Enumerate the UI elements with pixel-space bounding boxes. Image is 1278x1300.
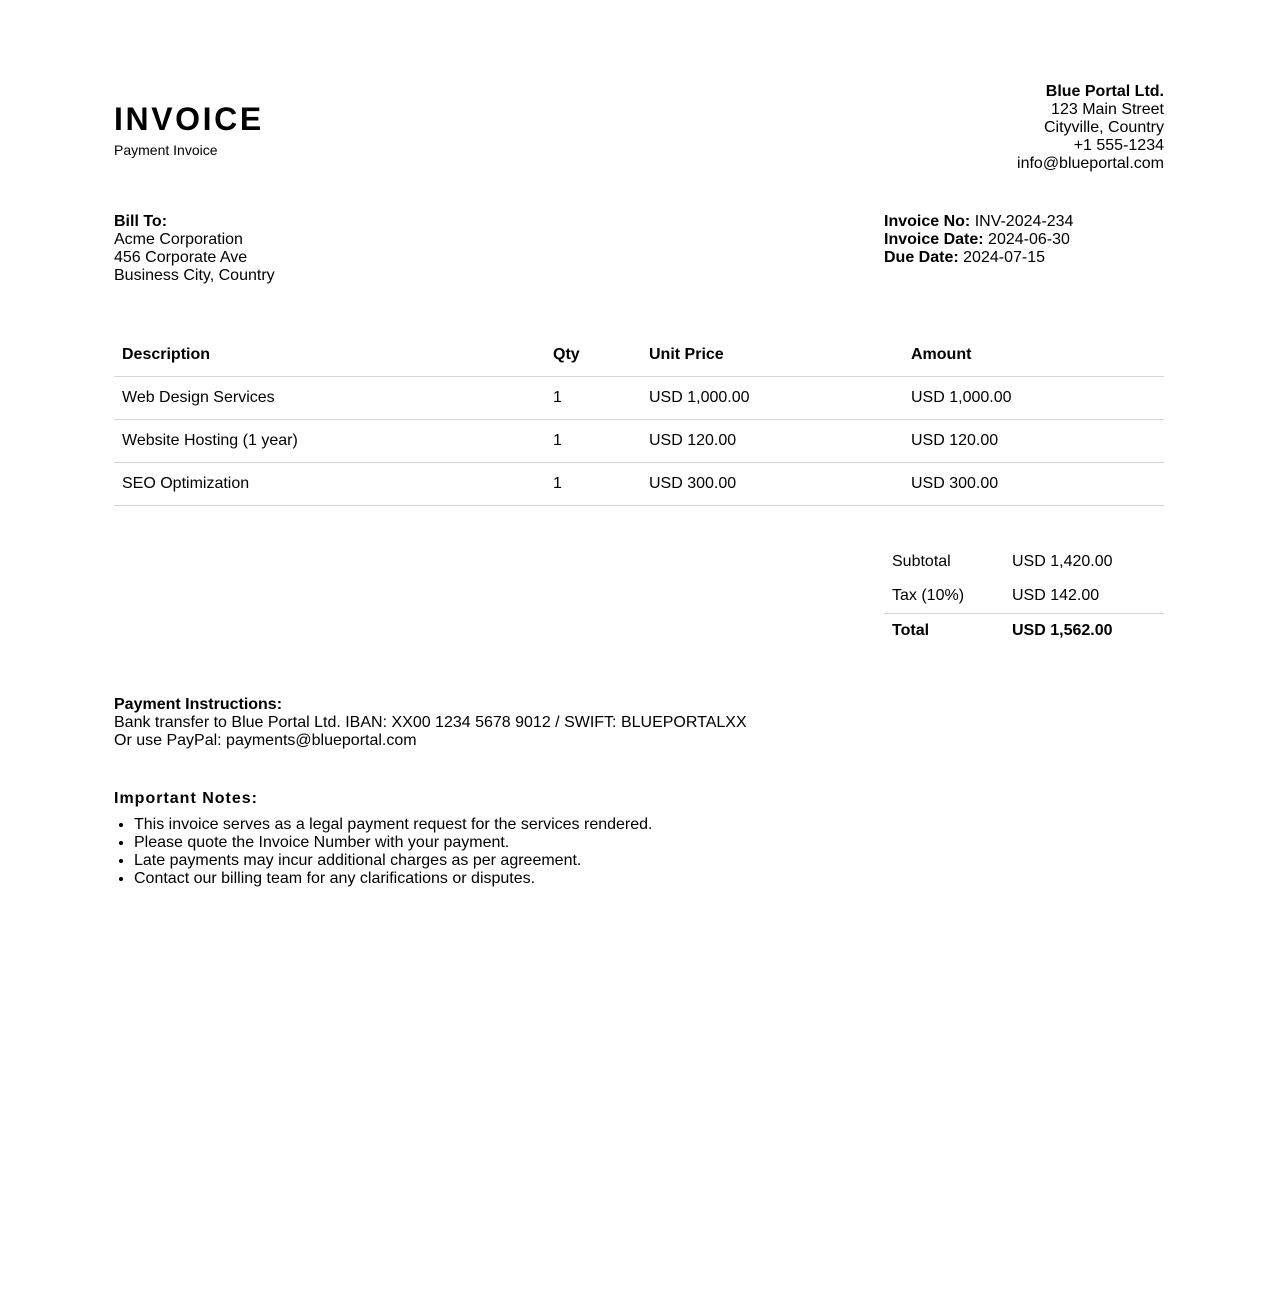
item-description: Website Hosting (1 year) xyxy=(114,420,545,463)
bill-to-city: Business City, Country xyxy=(114,267,275,284)
list-item: • Late payments may incur additional charges as per agreement. xyxy=(134,852,652,870)
header-amount: Amount xyxy=(903,333,1164,377)
table-row xyxy=(114,420,1164,463)
invoice-number-label: Invoice No: xyxy=(884,213,971,230)
bill-to-label: Bill To: xyxy=(114,213,168,230)
item-qty: 1 xyxy=(545,420,641,463)
tax-label: Tax (10%) xyxy=(892,587,965,604)
header-description: Description xyxy=(114,333,545,377)
bill-to xyxy=(114,213,275,285)
invoice-number xyxy=(884,213,1073,231)
company-email: info@blueportal.com xyxy=(1017,155,1164,172)
invoice-number-value: INV-2024-234 xyxy=(974,213,1074,230)
title-block xyxy=(114,100,264,159)
due-date-label: Due Date: xyxy=(884,249,959,266)
item-unit-price: USD 1,000.00 xyxy=(641,377,903,420)
items-header-row xyxy=(114,333,1164,377)
item-unit-price: USD 120.00 xyxy=(641,420,903,463)
company-phone: +1 555-1234 xyxy=(1073,137,1164,154)
payment-instructions xyxy=(114,696,747,750)
invoice-meta xyxy=(884,213,1073,267)
payment-line-bank: Bank transfer to Blue Portal Ltd. IBAN: XX00 1234 5678 9012 / SWIFT: BLUEPORTALXX xyxy=(114,714,747,731)
invoice-date-label: Invoice Date: xyxy=(884,231,984,248)
header-unit-price: Unit Price xyxy=(641,333,903,377)
total-row xyxy=(884,614,1164,649)
tax-row xyxy=(884,579,1164,614)
tax-value: USD 142.00 xyxy=(1012,587,1100,604)
company-city: Cityville, Country xyxy=(1043,119,1164,136)
invoice-header xyxy=(114,0,1164,200)
due-date xyxy=(884,249,1073,267)
list-item: • Contact our billing team for any clarifications or disputes. xyxy=(134,870,652,888)
table-row xyxy=(114,463,1164,506)
company-name: Blue Portal Ltd. xyxy=(1045,83,1164,100)
payment-label: Payment Instructions: xyxy=(114,696,283,713)
items-table xyxy=(114,333,1164,506)
item-description: SEO Optimization xyxy=(114,463,545,506)
header-qty: Qty xyxy=(545,333,641,377)
notes-label: Important Notes: xyxy=(114,790,258,807)
subtotal-row xyxy=(884,545,1164,579)
company-info xyxy=(1017,83,1164,173)
due-date-value: 2024-07-15 xyxy=(963,249,1045,266)
subtotal-value: USD 1,420.00 xyxy=(1012,553,1113,570)
list-item: • This invoice serves as a legal payment request for the services rendered. xyxy=(134,816,652,834)
item-amount: USD 300.00 xyxy=(903,463,1164,506)
item-qty: 1 xyxy=(545,377,641,420)
bill-to-street: 456 Corporate Ave xyxy=(114,249,248,266)
list-item: • Please quote the Invoice Number with your payment. xyxy=(134,834,652,852)
table-row xyxy=(114,377,1164,420)
company-street: 123 Main Street xyxy=(1051,101,1164,118)
item-description: Web Design Services xyxy=(114,377,545,420)
total-label: Total xyxy=(884,614,1004,649)
notes-list xyxy=(114,816,652,888)
item-qty: 1 xyxy=(545,463,641,506)
bill-to-name: Acme Corporation xyxy=(114,231,243,248)
totals-table xyxy=(884,545,1164,648)
item-amount: USD 120.00 xyxy=(903,420,1164,463)
item-unit-price: USD 300.00 xyxy=(641,463,903,506)
invoice-title: INVOICE xyxy=(114,101,264,137)
invoice-date-value: 2024-06-30 xyxy=(988,231,1070,248)
item-amount: USD 1,000.00 xyxy=(903,377,1164,420)
payment-line-paypal: Or use PayPal: payments@blueportal.com xyxy=(114,732,417,749)
important-notes xyxy=(114,790,652,888)
invoice-page xyxy=(114,0,1164,887)
invoice-date xyxy=(884,231,1073,249)
invoice-subtitle: Payment Invoice xyxy=(114,142,218,158)
total-value: USD 1,562.00 xyxy=(1004,614,1164,649)
subtotal-label: Subtotal xyxy=(892,553,951,570)
